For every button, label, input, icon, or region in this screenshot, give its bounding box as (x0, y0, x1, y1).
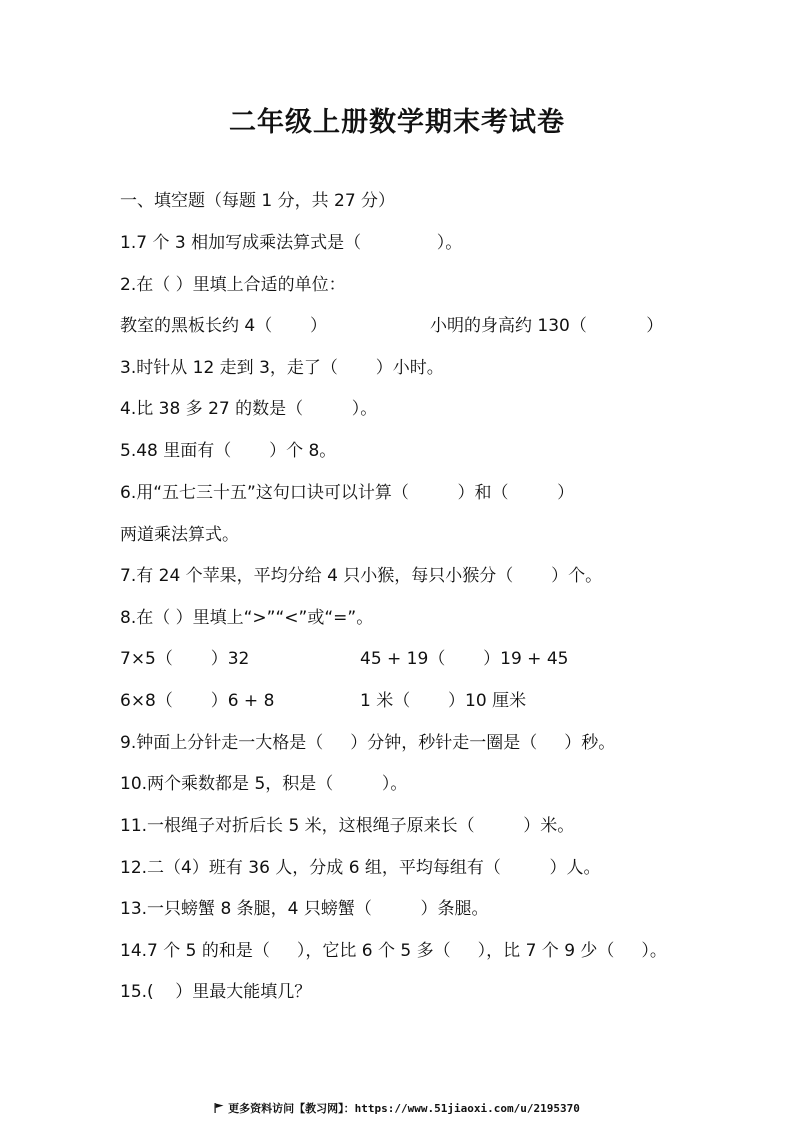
question-8: 8.在（ ）里填上“>”“<”或“=”。 (120, 608, 374, 628)
question-12: 12.二（4）班有 36 人，分成 6 组，平均每组有（ ）人。 (120, 858, 601, 878)
question-9: 9.钟面上分针走一大格是（ ）分钟，秒针走一圈是（ ）秒。 (120, 733, 616, 753)
question-1: 1.7 个 3 相加写成乘法算式是（ ）。 (120, 233, 463, 253)
question-14: 14.7 个 5 的和是（ ），它比 6 个 5 多（ ），比 7 个 9 少（ ）。 (120, 941, 667, 961)
page-title: 二年级上册数学期末考试卷 (229, 107, 565, 138)
question-8-row-1-right: 45 + 19（ ）19 + 45 (360, 649, 569, 669)
question-2: 2.在（ ）里填上合适的单位： (120, 275, 346, 295)
footer (0, 1100, 794, 1116)
question-13: 13.一只螃蟹 8 条腿，4 只螃蟹（ ）条腿。 (120, 899, 489, 919)
flag-icon (214, 1103, 224, 1113)
question-7: 7.有 24 个苹果，平均分给 4 只小猴，每只小猴分（ ）个。 (120, 566, 603, 586)
question-8-row-1-left: 7×5（ ）32 (120, 649, 250, 669)
question-6-continued: 两道乘法算式。 (120, 525, 239, 545)
question-8-row-2-left: 6×8（ ）6 + 8 (120, 691, 275, 711)
section-heading: 一、填空题（每题 1 分，共 27 分） (120, 191, 396, 211)
question-6: 6.用“五七三十五”这句口诀可以计算（ ）和（ ） (120, 483, 575, 503)
question-3: 3.时针从 12 走到 3，走了（ ）小时。 (120, 358, 444, 378)
footer-link[interactable]: 更多资料访问【教习网】：https://www.51jiaoxi.com/u/2195370 (228, 1102, 580, 1115)
question-11: 11.一根绳子对折后长 5 米，这根绳子原来长（ ）米。 (120, 816, 575, 836)
question-10: 10.两个乘数都是 5，积是（ ）。 (120, 774, 408, 794)
question-2-blank-left: 教室的黑板长约 4（ ） (120, 316, 328, 336)
question-5: 5.48 里面有（ ）个 8。 (120, 441, 337, 461)
question-4: 4.比 38 多 27 的数是（ ）。 (120, 399, 378, 419)
question-8-row-2-right: 1 米（ ）10 厘米 (360, 691, 527, 711)
question-2-blank-right: 小明的身高约 130（ ） (430, 316, 664, 336)
question-15: 15.( ）里最大能填几？ (120, 982, 312, 1002)
